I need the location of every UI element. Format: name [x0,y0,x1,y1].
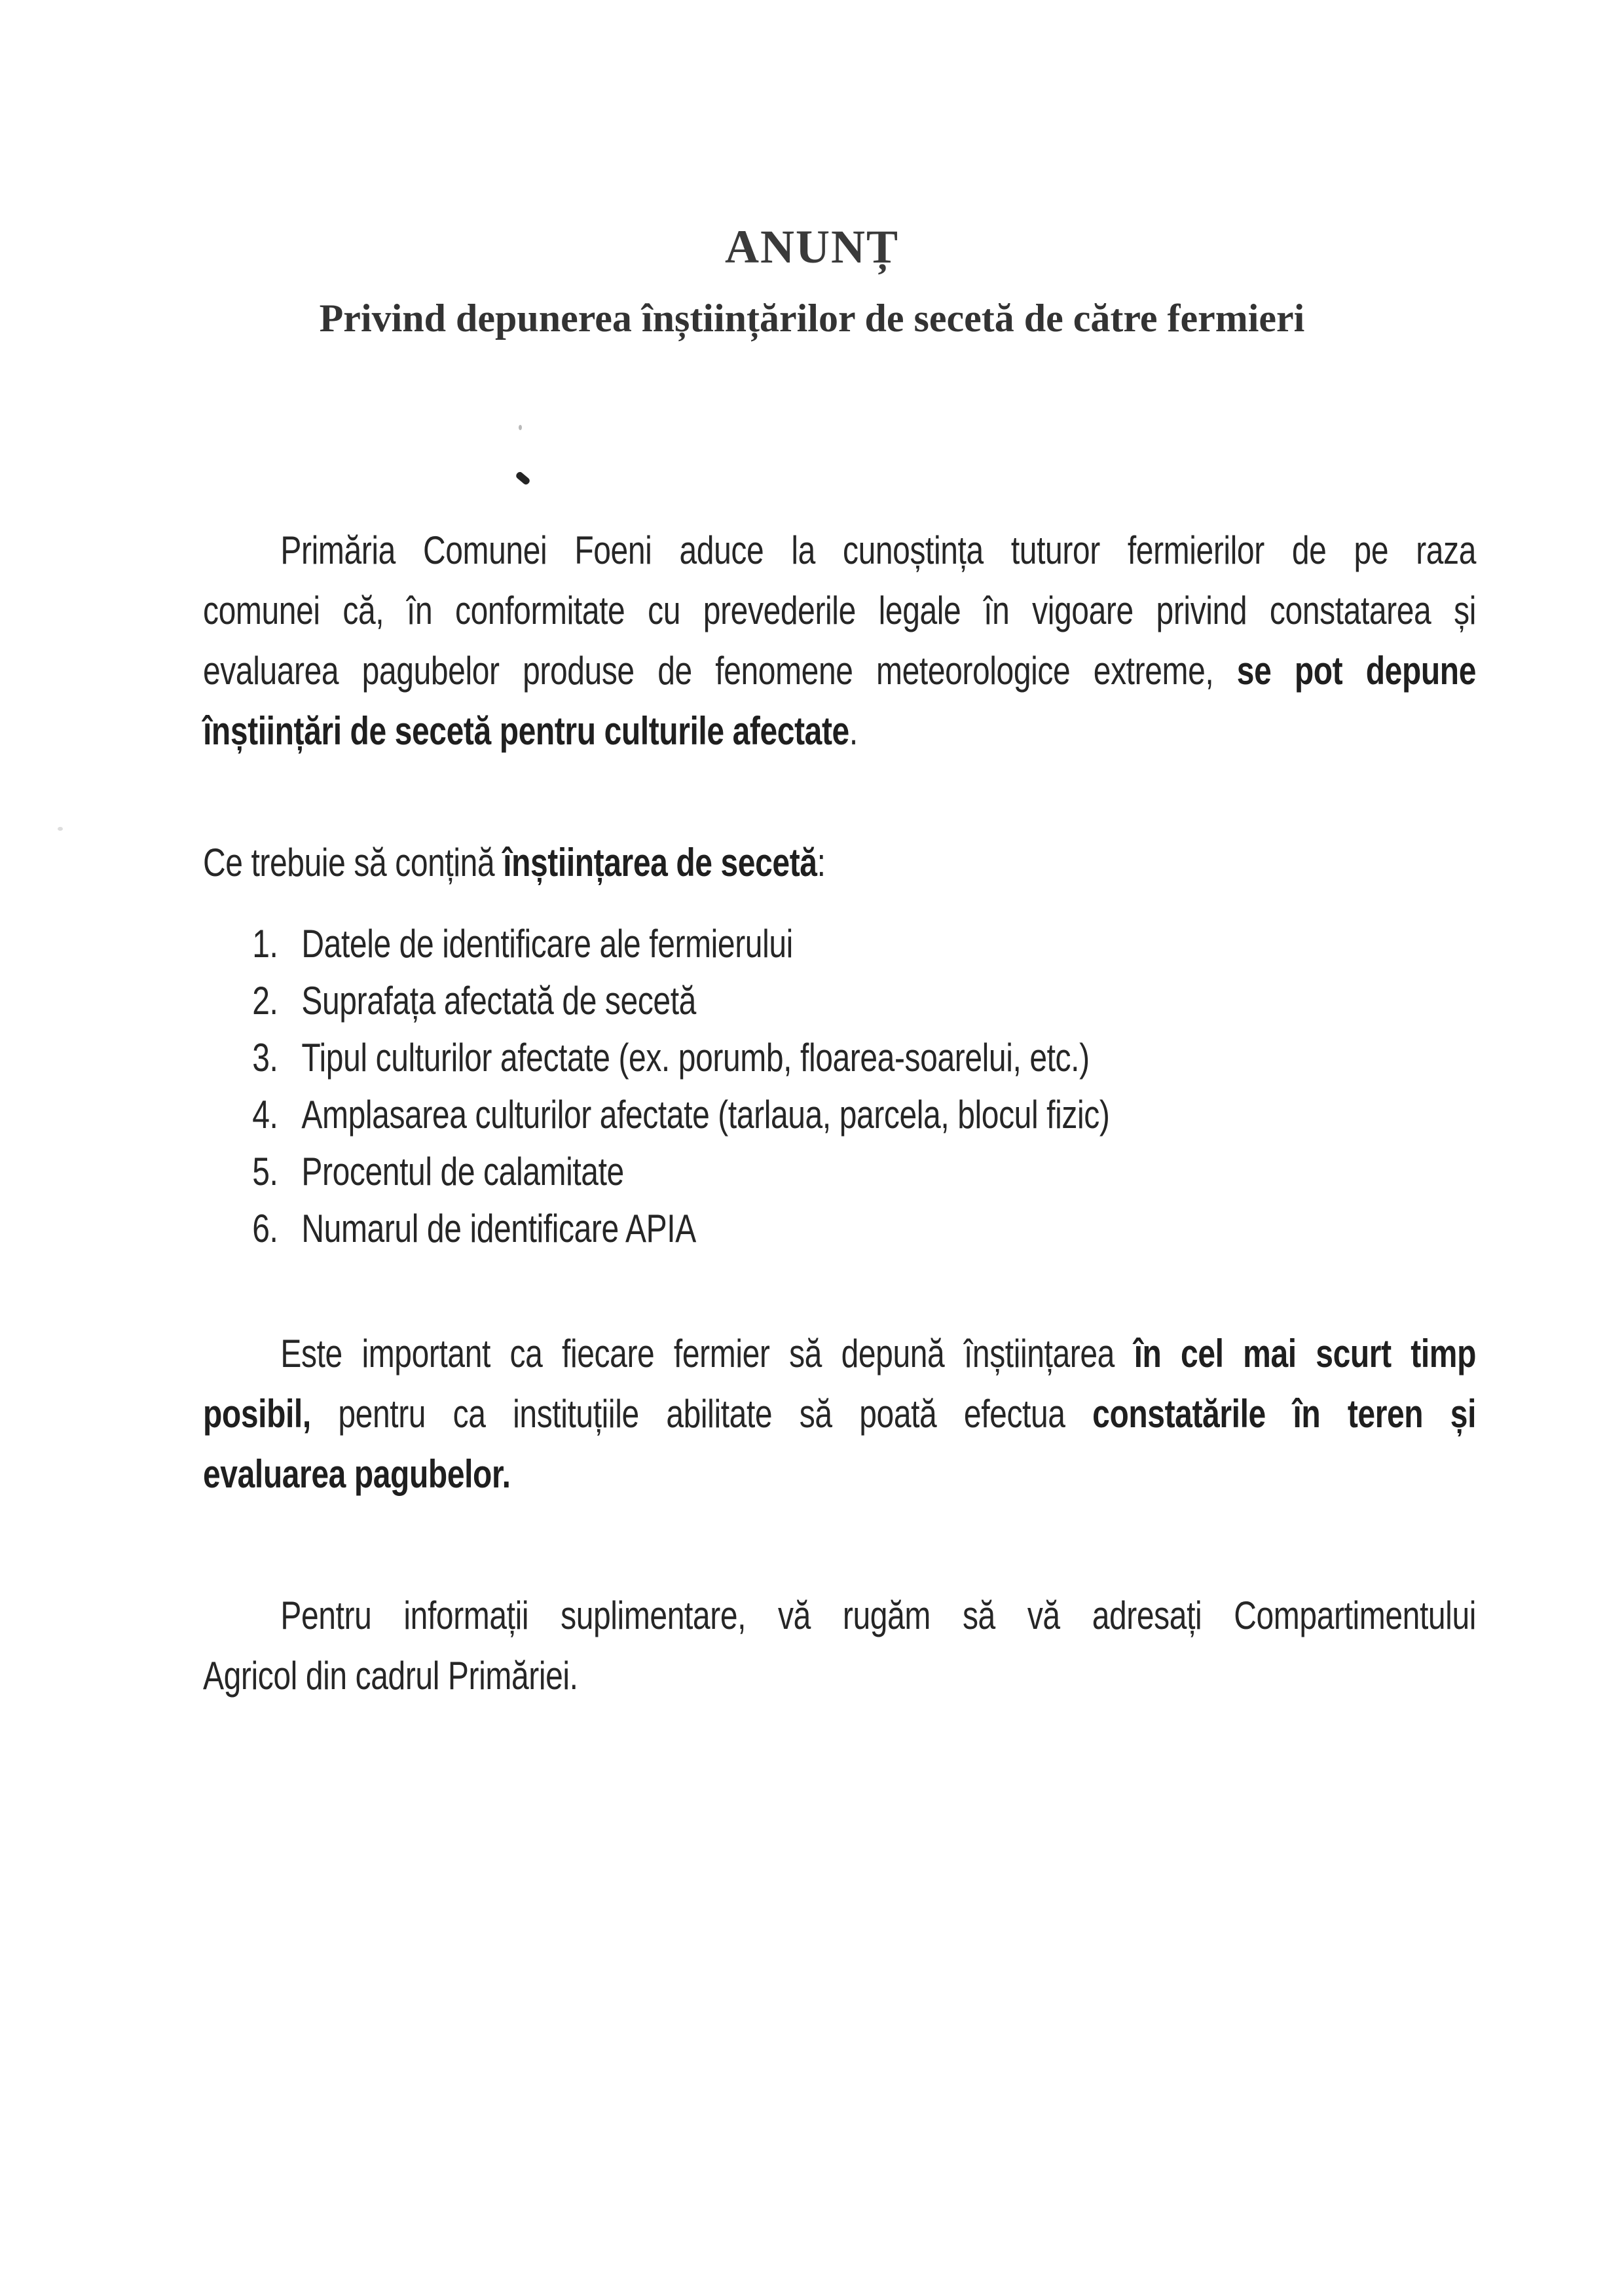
bold-text-segment: evaluarea pagubelor. [203,1452,511,1496]
list-item [203,915,1476,972]
list-item-label: Amplasarea culturilor afectate (tarlaua, parcela, blocul fizic) [301,1093,1110,1137]
list-item [203,1029,1476,1086]
bold-text-segment: se pot depune [1236,649,1476,693]
list-item-number: 5. [252,1150,278,1194]
list-item-number: 2. [252,979,278,1023]
document-subtitle: Privind depunerea înștiințărilor de secetă de către fermieri [319,297,1305,340]
scan-artifact-mark [515,471,531,486]
requirements-list [203,915,1476,1257]
list-item [203,1143,1476,1200]
list-item-number: 6. [252,1207,278,1250]
scan-artifact-speck [58,827,63,831]
list-item-label: Tipul culturilor afectate (ex. porumb, floarea-soarelui, etc.) [301,1036,1090,1080]
bold-text-segment: înștiințarea de secetă [503,841,817,884]
text-segment: evaluarea pagubelor produse de fenomene meteorologice extreme, [203,649,1237,693]
list-item-label: Datele de identificare ale fermierului [301,922,793,966]
bold-text-segment: în cel mai scurt timp [1134,1332,1476,1376]
text-segment: Ce trebuie să conțină [203,841,504,884]
text-line [203,701,1476,761]
text-line [203,1646,1476,1706]
text-line [203,1586,1476,1646]
list-heading [203,833,1476,893]
list-item-label: Suprafața afectată de secetă [301,979,696,1023]
urgency-paragraph [203,1324,1476,1504]
text-segment: Primăria Comunei Foeni aduce la cunoștința tuturor fermierilor de pe raza [280,528,1476,572]
bold-text-segment: constatările în teren și [1092,1392,1476,1436]
list-item-number: 1. [252,922,278,966]
bold-text-segment: înștiințări de secetă pentru culturile afectate [203,709,849,753]
intro-paragraph [203,520,1476,761]
bold-text-segment: posibil, [203,1392,311,1436]
contact-paragraph [203,1586,1476,1706]
list-item [203,1086,1476,1143]
list-item-label: Procentul de calamitate [301,1150,624,1194]
text-line [203,641,1476,701]
text-line [203,1324,1476,1384]
scan-artifact-dot [519,425,522,430]
list-item [203,972,1476,1029]
list-item-label: Numarul de identificare APIA [301,1207,696,1250]
text-segment: Agricol din cadrul Primăriei. [203,1654,578,1698]
text-segment: Este important ca fiecare fermier să depună înștiințarea [280,1332,1134,1376]
document-title: ANUNȚ [724,221,899,273]
text-line [203,520,1476,581]
text-segment: . [849,709,858,753]
list-item [203,1200,1476,1257]
text-segment: Pentru informații suplimentare, vă rugăm să vă adresați Compartimentului [280,1594,1476,1637]
text-line [203,833,1476,893]
text-segment: comunei că, în conformitate cu prevederile legale în vigoare privind constatarea și [203,589,1476,632]
text-segment: : [817,841,826,884]
text-segment: pentru ca instituțiile abilitate să poată efectua [310,1392,1093,1436]
text-line [203,581,1476,641]
list-item-number: 4. [252,1093,278,1137]
text-line [203,1384,1476,1444]
text-line [203,1444,1476,1504]
list-item-number: 3. [252,1036,278,1080]
